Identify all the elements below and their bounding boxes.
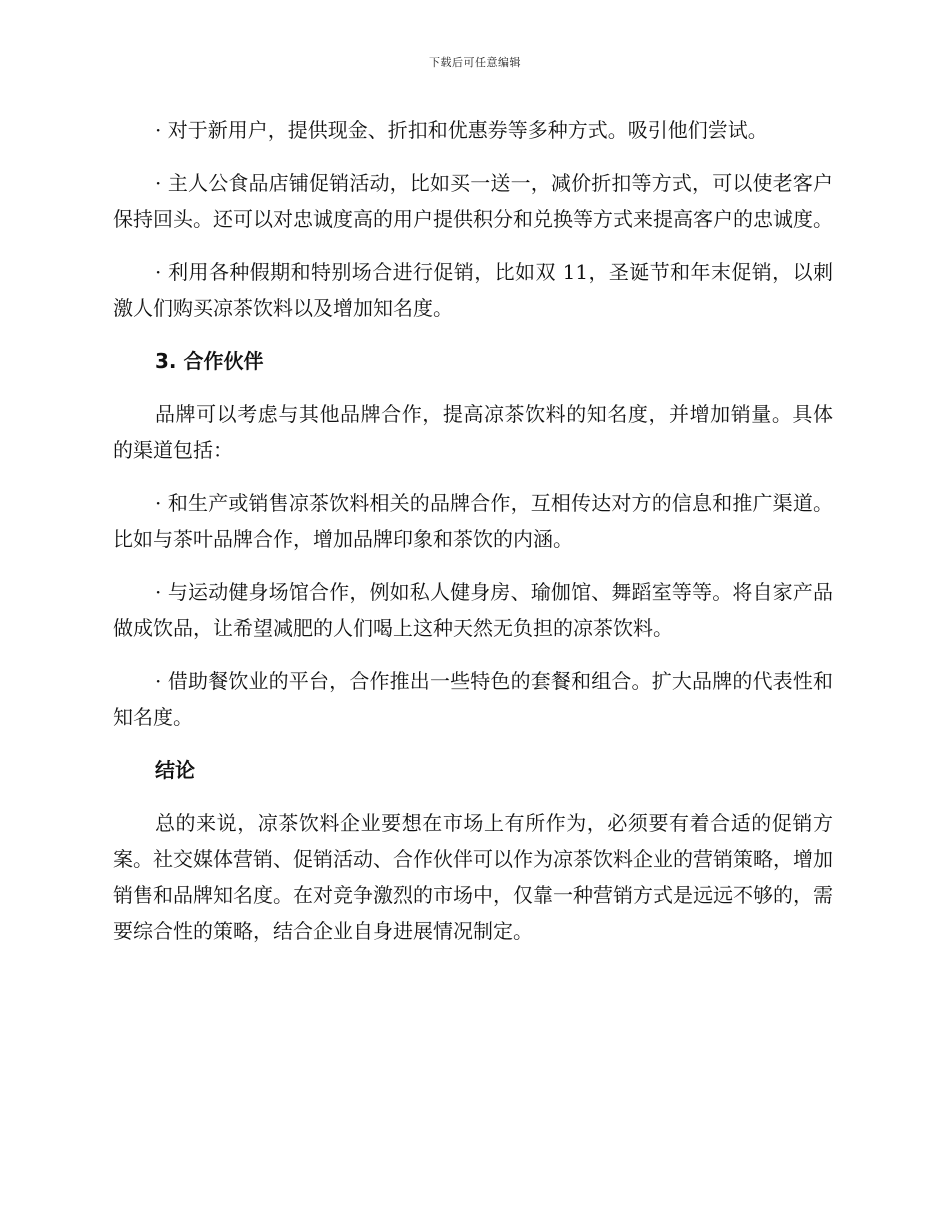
bullet-catering-partnership: · 借助餐饮业的平台，合作推出一些特色的套餐和组合。扩大品牌的代表性和知名度。 (113, 669, 833, 729)
section-heading-partners: 3. 合作伙伴 (155, 349, 264, 373)
bullet-brand-partnership: · 和生产或销售凉茶饮料相关的品牌合作，互相传达对方的信息和推广渠道。比如与茶叶品牌合作，增加品牌印象和茶饮的内涵。 (113, 491, 833, 551)
partners-intro-paragraph: 品牌可以考虑与其他品牌合作，提高凉茶饮料的知名度，并增加销量。具体的渠道包括： (113, 402, 833, 462)
conclusion-paragraph: 总的来说，凉茶饮料企业要想在市场上有所作为，必须要有着合适的促销方案。社交媒体营销、促销活动、合作伙伴可以作为凉茶饮料企业的营销策略，增加销售和品牌知名度。在对竞争激烈的市场中，仅靠一种营销方式是远远不够的，需要综合性的策略，结合企业自身进展情况制定。 (113, 811, 833, 943)
bullet-fitness-partnership: · 与运动健身场馆合作，例如私人健身房、瑜伽馆、舞蹈室等等。将自家产品做成饮品，让希望减肥的人们喝上这种天然无负担的凉茶饮料。 (113, 580, 833, 640)
page-header: 下载后可任意编辑 (429, 56, 521, 69)
section-heading-conclusion: 结论 (155, 758, 195, 782)
bullet-new-users: · 对于新用户，提供现金、折扣和优惠券等多种方式。吸引他们尝试。 (155, 118, 768, 142)
bullet-store-promotion: · 主人公食品店铺促销活动，比如买一送一，减价折扣等方式，可以使老客户保持回头。还可以对忠诚度高的用户提供积分和兑换等方式来提高客户的忠诚度。 (113, 171, 833, 231)
bullet-holiday-promotion: · 利用各种假期和特别场合进行促销，比如双 11，圣诞节和年末促销，以刺激人们购买凉茶饮料以及增加知名度。 (113, 260, 833, 320)
document-body (113, 112, 833, 966)
